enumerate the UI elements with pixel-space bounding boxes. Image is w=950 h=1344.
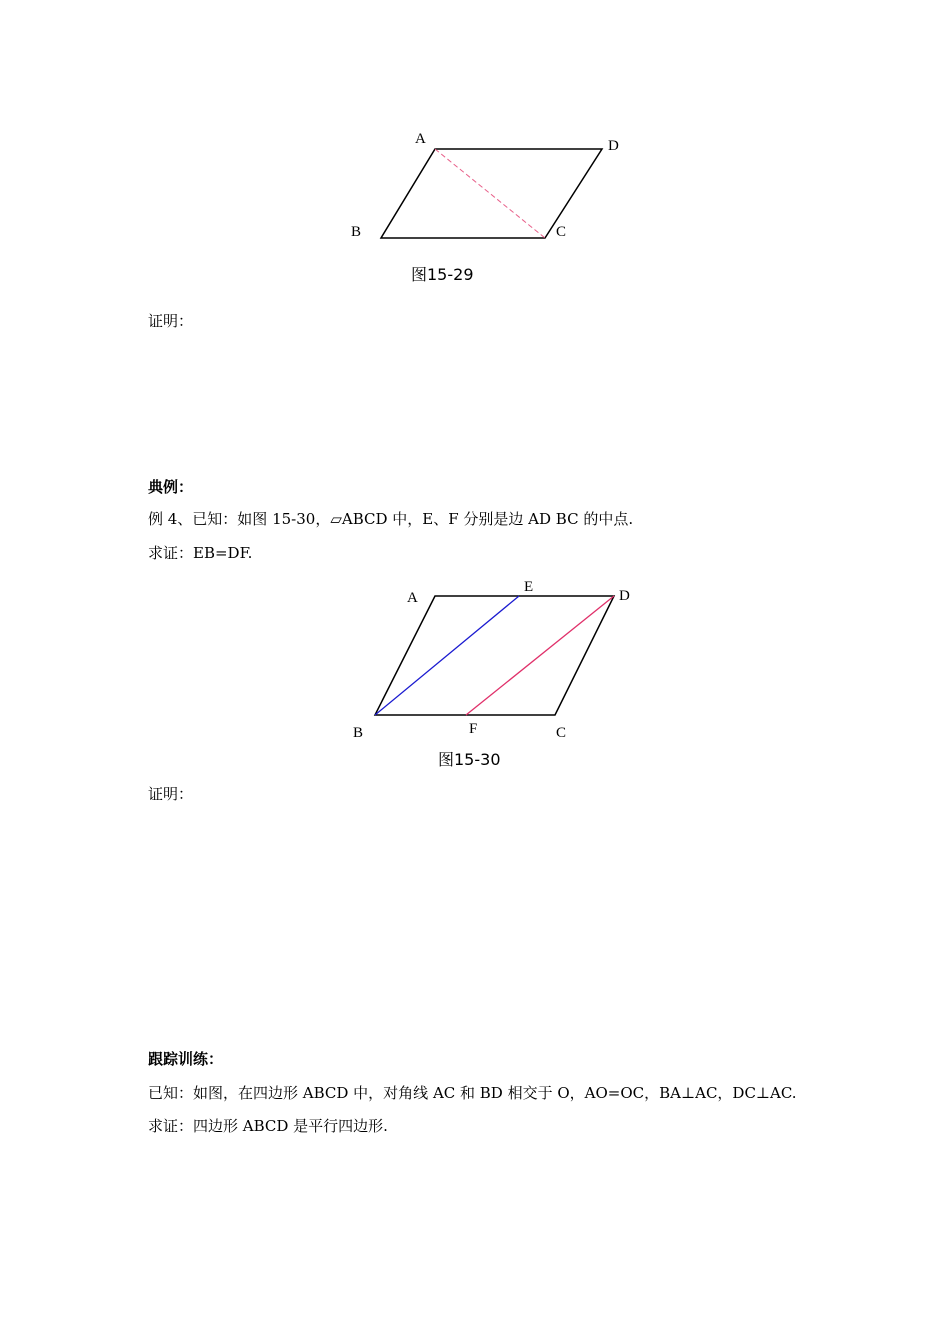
point-label-e: E: [524, 579, 534, 595]
figure-caption-1: 图15-29: [411, 265, 474, 284]
point-label-d: D: [608, 138, 619, 154]
example-problem-text-2: ABCD 中，E、F 分别是边 AD BC 的中点.: [341, 510, 634, 528]
practice-heading: 跟踪训练：: [148, 1050, 224, 1068]
practice-given: 已知：如图，在四边形 ABCD 中，对角线 AC 和 BD 相交于 O，AO=OC，BA⊥AC，DC⊥AC.: [148, 1084, 797, 1102]
point-label-b-2: B: [353, 725, 364, 741]
point-label-a-2: A: [407, 590, 418, 606]
example-problem-text-1: 例 4、已知：如图 15-30，: [148, 510, 331, 528]
point-label-c-2: C: [556, 725, 567, 741]
proof-label-1: 证明：: [148, 312, 194, 330]
example-prove: 求证：EB=DF.: [148, 544, 253, 562]
practice-prove: 求证：四边形 ABCD 是平行四边形.: [148, 1117, 388, 1135]
figure-caption-2: 图15-30: [438, 750, 501, 769]
point-label-d-2: D: [619, 588, 630, 604]
example-heading: 典例：: [148, 478, 194, 496]
point-label-a: A: [415, 131, 426, 147]
proof-label-2: 证明：: [148, 785, 194, 803]
point-label-b: B: [351, 224, 362, 240]
parallelogram-outline-2: [375, 596, 614, 715]
point-label-c: C: [556, 224, 567, 240]
segment-eb: [375, 596, 519, 715]
point-label-f: F: [469, 721, 478, 737]
parallelogram-symbol: ▱: [330, 510, 342, 528]
segment-df: [466, 596, 614, 715]
